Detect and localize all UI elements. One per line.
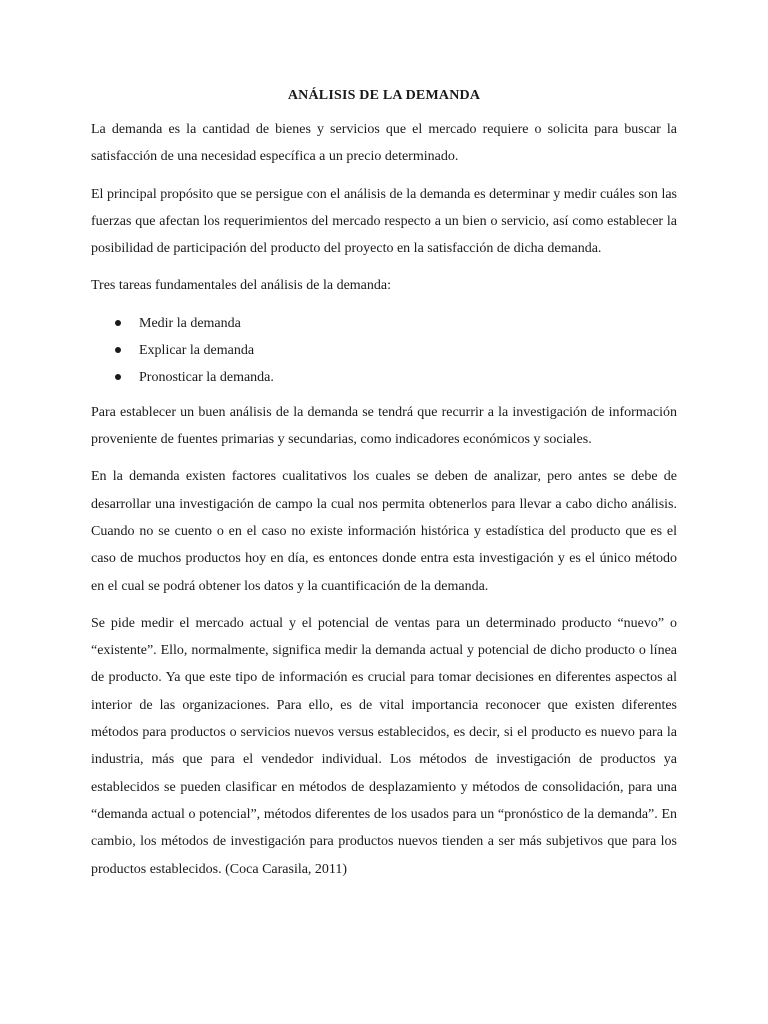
document-page (91, 86, 677, 893)
bullet-icon (115, 347, 121, 353)
list-item-label: Medir la demanda (139, 315, 241, 331)
paragraph-definition: La demanda es la cantidad de bienes y servicios que el mercado requiere o solicita para buscar la satisfacción de una necesidad específica a un precio determinado. (91, 122, 677, 165)
paragraph-tasks-intro: Tres tareas fundamentales del análisis de la demanda: (91, 278, 391, 294)
list-item (91, 310, 677, 337)
paragraph-field-research: En la demanda existen factores cualitativos los cuales se deben de analizar, pero antes se debe de desarrollar una investigación de campo la cual nos permita obtenerlos para llevar a cabo dicho análisis. Cuando no se cuento o en el caso no existe información histórica y estadística del producto que es el caso de muchos productos hoy en día, es entonces donde entra esta investigación y es el único método en el cual se podrá obtener los datos y la cuantificación de la demanda. (91, 469, 677, 594)
bullet-icon (115, 374, 121, 380)
paragraph-purpose: El principal propósito que se persigue con el análisis de la demanda es determinar y medir cuáles son las fuerzas que afectan los requerimientos del mercado respecto a un bien o servicio, así como establecer la posibilidad de participación del producto del proyecto en la satisfacción de dicha demanda. (91, 186, 677, 257)
list-item-label: Explicar la demanda (139, 342, 255, 358)
list-item (91, 364, 677, 391)
bullet-icon (115, 320, 121, 326)
list-item-label: Pronosticar la demanda. (139, 369, 274, 385)
paragraph-market-measurement: Se pide medir el mercado actual y el potencial de ventas para un determinado producto “nuevo” o “existente”. Ello, normalmente, significa medir la demanda actual y potencial de dicho producto o línea de producto. Ya que este tipo de información es crucial para tomar decisiones en diferentes aspectos al interior de las organizaciones. Para ello, es de vital importancia reconocer que existen diferentes métodos para productos o servicios nuevos versus establecidos, es decir, si el producto es nuevo para la industria, más que para el vendedor individual. Los métodos de investigación de productos ya establecidos se pueden clasificar en métodos de desplazamiento y métodos de consolidación, para una “demanda actual o potencial”, métodos diferentes de los usados para un “pronóstico de la demanda”. En cambio, los métodos de investigación para productos nuevos tienden a ser más subjetivos que para los productos establecidos. (Coca Carasila, 2011) (91, 615, 677, 877)
list-item (91, 337, 677, 364)
paragraph-sources: Para establecer un buen análisis de la demanda se tendrá que recurrir a la investigación de información proveniente de fuentes primarias y secundarias, como indicadores económicos y sociales. (91, 404, 677, 448)
tasks-bullet-list (91, 310, 677, 391)
document-title: ANÁLISIS DE LA DEMANDA (287, 88, 481, 103)
